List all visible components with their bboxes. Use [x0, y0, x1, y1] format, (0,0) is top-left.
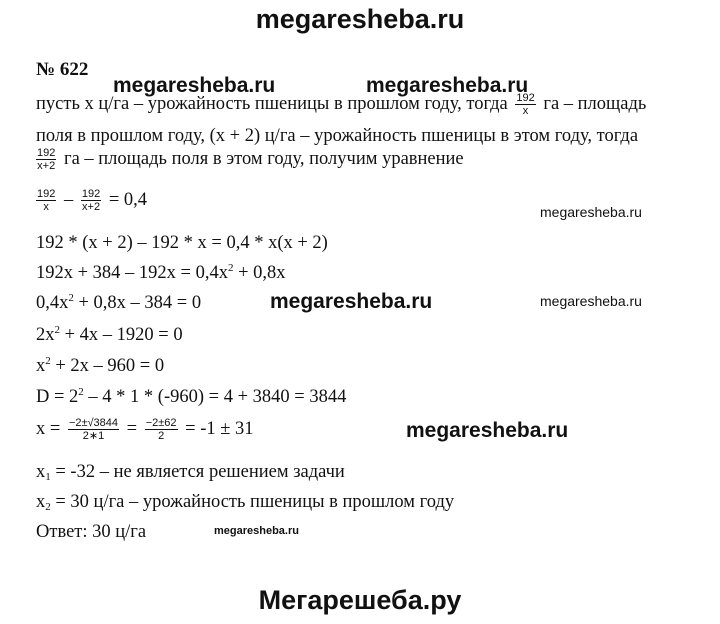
fraction — [36, 147, 56, 172]
exponent: 2 — [45, 355, 51, 367]
text: D = 2 — [36, 387, 79, 407]
equation-6 — [36, 355, 164, 377]
equation-2: 192 * (х + 2) – 192 * х = 0,4 * х(х + 2) — [36, 233, 328, 253]
answer: Ответ: 30 ц/га — [36, 522, 147, 542]
fraction — [81, 188, 101, 213]
equation-1 — [36, 188, 147, 213]
watermark: megaresheba.ru — [540, 293, 642, 309]
root-2 — [36, 492, 454, 513]
text: пусть х ц/га – урожайность пшеницы в прошлом году, тогда — [36, 93, 508, 114]
text: x — [36, 492, 46, 512]
watermark: megaresheba.ru — [270, 290, 433, 313]
equals-sign: = — [126, 418, 138, 439]
fraction-denominator: x — [36, 200, 56, 213]
fraction-numerator: 192 — [516, 92, 535, 104]
subscript: 1 — [45, 471, 51, 483]
equation-3 — [36, 262, 286, 284]
fraction-denominator: x+2 — [37, 160, 56, 172]
text: x — [36, 356, 46, 376]
text: + 4x – 1920 = 0 — [64, 325, 183, 345]
fraction-denominator: x+2 — [82, 201, 101, 213]
text: x = — [36, 418, 61, 439]
text: 0,4x — [36, 293, 69, 313]
text-line-1 — [36, 92, 646, 117]
fraction — [68, 417, 119, 442]
subscript: 2 — [45, 501, 51, 513]
fraction — [515, 92, 535, 117]
equation-4 — [36, 292, 201, 314]
equation-7 — [36, 386, 346, 408]
equation-8 — [36, 417, 254, 442]
fraction-numerator: 192 — [81, 188, 101, 200]
watermark: megaresheba.ru — [113, 74, 276, 97]
text: га – площадь поля в этом году, получим уравнение — [63, 148, 464, 169]
fraction-numerator: 192 — [37, 147, 56, 159]
fraction-numerator: 192 — [37, 188, 56, 200]
text: га – площадь — [543, 93, 647, 114]
exponent: 2 — [228, 262, 234, 274]
site-header: megaresheba.ru — [255, 4, 465, 34]
text: = 0,4 — [108, 189, 148, 210]
text-line-3 — [36, 147, 464, 172]
fraction — [145, 417, 178, 442]
watermark: megaresheba.ru — [366, 74, 529, 97]
text: x — [36, 462, 46, 482]
watermark: megaresheba.ru — [540, 204, 642, 220]
exponent: 2 — [68, 292, 74, 304]
minus-sign: – — [63, 189, 74, 210]
watermark: megaresheba.ru — [214, 525, 299, 537]
equation-5 — [36, 324, 183, 346]
text: = -32 – не является решением задачи — [55, 462, 345, 482]
problem-number: № 622 — [36, 59, 89, 80]
exponent: 2 — [78, 386, 84, 398]
exponent: 2 — [54, 324, 60, 336]
watermark: megaresheba.ru — [406, 419, 569, 442]
fraction-numerator: −2±62 — [145, 417, 177, 429]
fraction-denominator: x — [515, 104, 535, 117]
fraction — [36, 188, 56, 213]
text: – 4 * 1 * (-960) = 4 + 3840 = 3844 — [88, 387, 347, 407]
text-line-2: поля в прошлом году, (х + 2) ц/га – урожайность пшеницы в этом году, тогда — [36, 126, 639, 146]
fraction-denominator: 2 — [145, 429, 178, 442]
text: = 30 ц/га – урожайность пшеницы в прошлом году — [55, 492, 455, 512]
root-1 — [36, 462, 345, 483]
text: 2x — [36, 325, 55, 345]
text: + 0,8x – 384 = 0 — [78, 293, 202, 313]
text: 192x + 384 – 192x = 0,4x — [36, 263, 228, 283]
text: + 2x – 960 = 0 — [55, 356, 165, 376]
fraction-numerator: −2±√3844 — [68, 417, 119, 429]
site-footer: Мегарешеба.ру — [258, 585, 462, 615]
fraction-denominator: 2∗1 — [68, 429, 119, 442]
text: + 0,8x — [238, 263, 286, 283]
text: = -1 ± 31 — [185, 418, 254, 439]
